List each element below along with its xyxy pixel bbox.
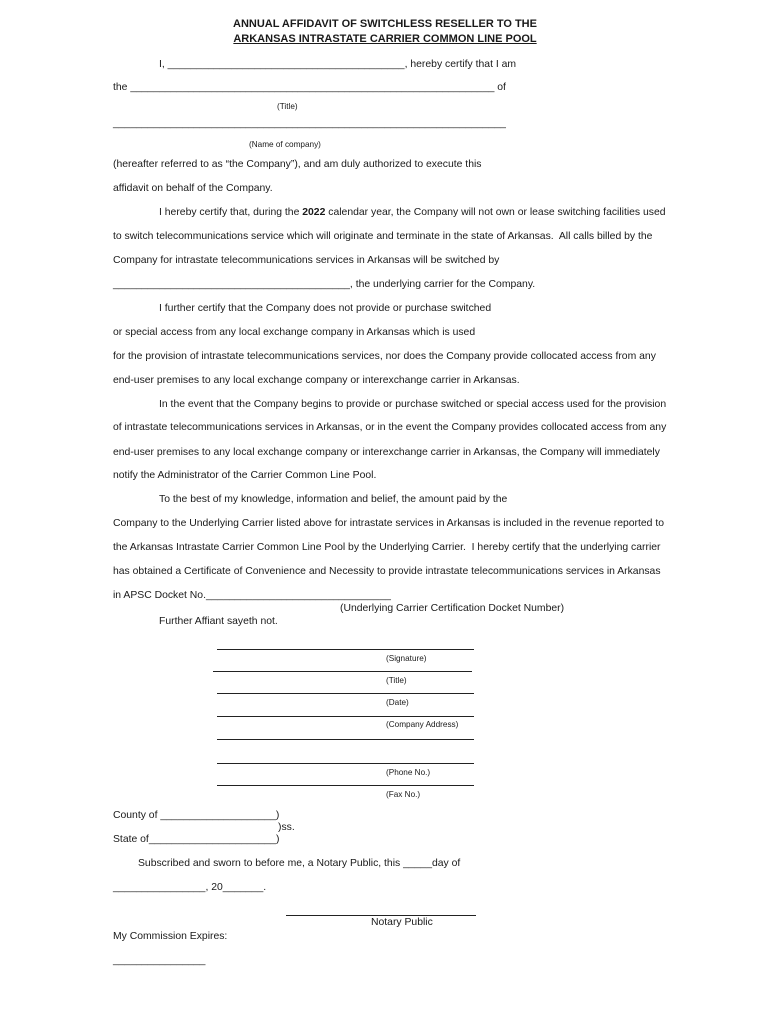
fax-line: [217, 785, 474, 786]
paragraph-4-line-3: the Arkansas Intrastate Carrier Common Line Pool by the Underlying Carrier. I hereby certify that the underlying carrier: [113, 542, 661, 553]
date-line: [217, 693, 474, 694]
signature-line: [217, 649, 474, 650]
paragraph-4-line-2: Company to the Underlying Carrier listed above for intrastate services in Arkansas is included in the revenue reported to: [113, 518, 664, 529]
document-title-line-1: ANNUAL AFFIDAVIT OF SWITCHLESS RESELLER TO THE: [233, 18, 537, 30]
company-caption: (Name of company): [249, 140, 321, 149]
signer-title-caption: (Title): [386, 676, 407, 685]
fax-caption: (Fax No.): [386, 790, 421, 799]
docket-caption: (Underlying Carrier Certification Docket Number): [340, 603, 565, 614]
hereafter-text: (hereafter referred to as “the Company”), and am duly authorized to execute this: [113, 159, 482, 170]
county-line: County of ____________________): [113, 810, 280, 821]
date-year-line: ________________, 20_______.: [113, 882, 267, 893]
paragraph-2-line-1: I further certify that the Company does not provide or purchase switched: [159, 303, 492, 314]
certify-line: I, _________________________________________, hereby certify that I am: [159, 59, 517, 70]
paragraph-3-line-1: In the event that the Company begins to provide or purchase switched or special access used for the provision: [159, 399, 667, 410]
apsc-docket-line: in APSC Docket No.________________________________: [113, 590, 391, 601]
paragraph-2-line-3: for the provision of intrastate telecommunications services, nor does the Company provide collocated access from any: [113, 351, 656, 362]
company-address-caption: (Company Address): [386, 720, 459, 729]
title-blank-line: the _______________________________________________________________ of: [113, 82, 506, 93]
paragraph-4-line-1: To the best of my knowledge, information and belief, the amount paid by the: [159, 494, 508, 505]
commission-expires-label: My Commission Expires:: [113, 931, 228, 942]
paragraph-3-line-3: end-user premises to any local exchange company or interexchange carrier in Arkansas, the Company will immediately: [113, 447, 660, 458]
phone-line: [217, 763, 474, 764]
title-caption: (Title): [277, 102, 298, 111]
company-address-line: [217, 716, 474, 717]
paragraph-1-line-4: _________________________________________, the underlying carrier for the Company.: [113, 279, 536, 290]
behalf-text: affidavit on behalf of the Company.: [113, 183, 273, 194]
further-affiant-text: Further Affiant sayeth not.: [159, 616, 278, 627]
commission-expires-blank: ________________: [113, 955, 206, 966]
signature-caption: (Signature): [386, 654, 427, 663]
paragraph-1-line-2: to switch telecommunications service which will originate and terminate in the state of Arkansas. All calls billed by the: [113, 231, 653, 242]
address-second-line: [217, 739, 474, 740]
paragraph-1-prefix: I hereby certify that, during the: [159, 207, 303, 218]
subscribed-sworn-text: Subscribed and sworn to before me, a Notary Public, this _____day of: [138, 858, 461, 869]
paragraph-1-line-1: [159, 206, 666, 219]
paragraph-1-suffix: calendar year, the Company will not own or lease switching facilities used: [325, 207, 666, 218]
phone-caption: (Phone No.): [386, 768, 431, 777]
ss-mark: )ss.: [278, 822, 295, 833]
date-caption: (Date): [386, 698, 409, 707]
notary-public-caption: Notary Public: [371, 917, 433, 928]
company-blank-line: ____________________________________________________________________: [113, 118, 506, 129]
paragraph-4-line-4: has obtained a Certificate of Convenience and Necessity to provide intrastate telecommunications services in Arkansas: [113, 566, 661, 577]
paragraph-3-line-4: notify the Administrator of the Carrier Common Line Pool.: [113, 470, 377, 481]
paragraph-2-line-4: end-user premises to any local exchange company or interexchange carrier in Arkansas.: [113, 375, 520, 386]
signer-title-line: [213, 671, 472, 672]
calendar-year: 2022: [302, 207, 326, 218]
paragraph-2-line-2: or special access from any local exchange company in Arkansas which is used: [113, 327, 476, 338]
document-title-line-2: ARKANSAS INTRASTATE CARRIER COMMON LINE POOL: [233, 33, 537, 45]
paragraph-1-line-3: Company for intrastate telecommunications services in Arkansas will be switched by: [113, 255, 500, 266]
paragraph-3-line-2: of intrastate telecommunications services in Arkansas, or in the event the Company provides collocated access from any: [113, 422, 667, 433]
state-line: State of______________________): [113, 834, 280, 845]
